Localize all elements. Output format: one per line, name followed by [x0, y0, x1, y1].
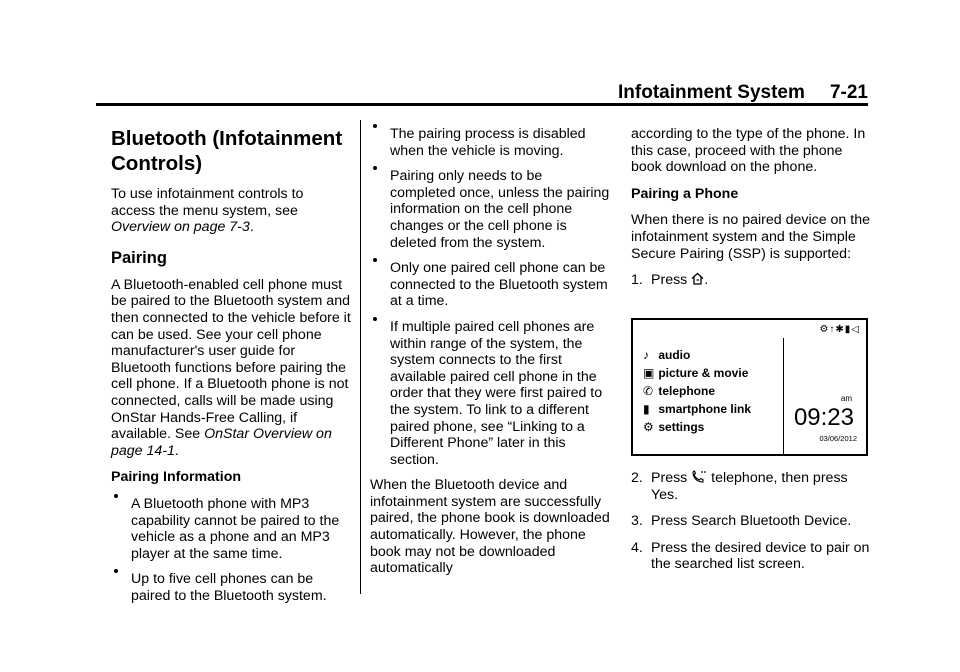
page-header	[608, 82, 868, 104]
step-text-end: telephone, then press Yes.	[651, 470, 848, 503]
column-3-steps-continued	[631, 470, 871, 583]
list-item: Pairing only needs to be completed once, unless the pairing information on the cell phone changes or the cell phone is deleted from the system.	[370, 168, 610, 251]
step-number: 4.	[631, 539, 643, 556]
menu-item-label: smartphone link	[658, 402, 752, 416]
menu-item-audio	[643, 346, 751, 364]
home-menu	[643, 346, 751, 436]
pairing-text: A Bluetooth-enabled cell phone must be paired to the Bluetooth system and then connected to the vehicle before it can be used. See your cell phone manufacturer's user guide for Bluetooth functions before pairing the cell phone. If a Bluetooth phone is not connected, calls will be made using OnStar Hands-Free Calling, if available. See	[111, 276, 351, 443]
menu-item-label: settings	[658, 420, 705, 434]
pairing-information-heading: Pairing Information	[111, 469, 242, 486]
step-text: Press Search Bluetooth Device.	[651, 513, 852, 530]
menu-item-label: picture & movie	[658, 366, 749, 380]
column-divider	[360, 120, 361, 594]
menu-item-smartphone-link	[643, 400, 751, 418]
list-item: Only one paired cell phone can be connected to the Bluetooth system at a time.	[370, 260, 610, 310]
clock-date: 03/06/2012	[819, 434, 857, 443]
screen-divider	[783, 338, 784, 454]
page-number: 7-21	[829, 82, 868, 103]
intro-paragraph	[111, 186, 351, 236]
phone-icon	[691, 470, 707, 483]
clock-time: 09:23	[793, 404, 854, 431]
clock-ampm: am	[840, 394, 852, 403]
pairing-steps-continued	[631, 470, 871, 573]
list-item: If multiple paired cell phones are within range of the system, the system connects to the first available paired cell phone in the order that they were first paired to the system. To link to a different paired phone, see “Linking to a Different Phone” later in this section.	[370, 319, 610, 468]
column-1	[111, 126, 351, 613]
column-2	[370, 126, 610, 587]
intro-end: .	[249, 219, 254, 236]
intro-reference-link[interactable]: Overview on page 7-3	[111, 219, 250, 236]
pairing-paragraph	[111, 277, 351, 460]
infotainment-home-screen-illustration	[631, 318, 868, 456]
menu-item-label: audio	[658, 348, 691, 362]
step-number: 1.	[631, 272, 643, 289]
gear-icon: ⚙	[643, 420, 654, 434]
step-text: Press the desired device to pair on the searched list screen.	[651, 539, 870, 573]
phone-icon: ✆	[643, 384, 654, 398]
smartphone-icon: ▮	[643, 402, 650, 416]
menu-item-label: telephone	[658, 384, 716, 398]
intro-text: To use infotainment controls to access the menu system, see	[111, 186, 304, 219]
phonebook-paragraph: When the Bluetooth device and infotainment system are successfully paired, the phone book is downloaded automatically. However, the phone book may not be downloaded automatically	[370, 477, 610, 577]
picture-icon: ▣	[643, 366, 655, 380]
step-2	[631, 470, 871, 503]
status-icons: ⚙↑✱▮◁	[819, 324, 860, 335]
onstar-reference-link[interactable]: OnStar Overview on page 14-1	[111, 426, 332, 459]
menu-item-settings	[643, 418, 751, 436]
section-heading: Bluetooth (Infotainment Controls)	[111, 127, 343, 175]
pairing-heading: Pairing	[111, 248, 167, 267]
step-4	[631, 540, 871, 573]
step-number: 2.	[631, 470, 643, 486]
step-1	[631, 272, 871, 289]
list-item: A Bluetooth phone with MP3 capability cannot be paired to the vehicle as a phone and an MP3 player at the same time.	[111, 496, 351, 562]
menu-item-picture-movie	[643, 364, 751, 382]
pairing-information-list	[111, 496, 351, 605]
pairing-steps	[631, 272, 871, 289]
menu-item-telephone	[643, 382, 751, 400]
pairing-a-phone-heading: Pairing a Phone	[631, 185, 739, 202]
continued-paragraph: according to the type of the phone. In this case, proceed with the phone book download on the phone.	[631, 126, 866, 176]
step-text: Press	[651, 470, 688, 486]
home-icon	[691, 272, 704, 285]
music-note-icon: ♪	[643, 348, 649, 362]
list-item: Up to five cell phones can be paired to the Bluetooth system.	[111, 571, 351, 604]
column-3	[631, 126, 871, 299]
pairing-end: .	[174, 442, 179, 459]
step-number: 3.	[631, 513, 643, 530]
section-title: Infotainment System	[618, 82, 805, 103]
list-item: The pairing process is disabled when the vehicle is moving.	[370, 126, 610, 159]
pairing-a-phone-text: When there is no paired device on the infotainment system and the Simple Secure Pairing (SSP) is supported:	[631, 212, 870, 262]
header-rule	[96, 103, 868, 106]
step-3	[631, 513, 871, 530]
pairing-rules-list	[370, 126, 610, 468]
step-text: Press	[651, 272, 688, 289]
step-end: .	[704, 272, 709, 289]
